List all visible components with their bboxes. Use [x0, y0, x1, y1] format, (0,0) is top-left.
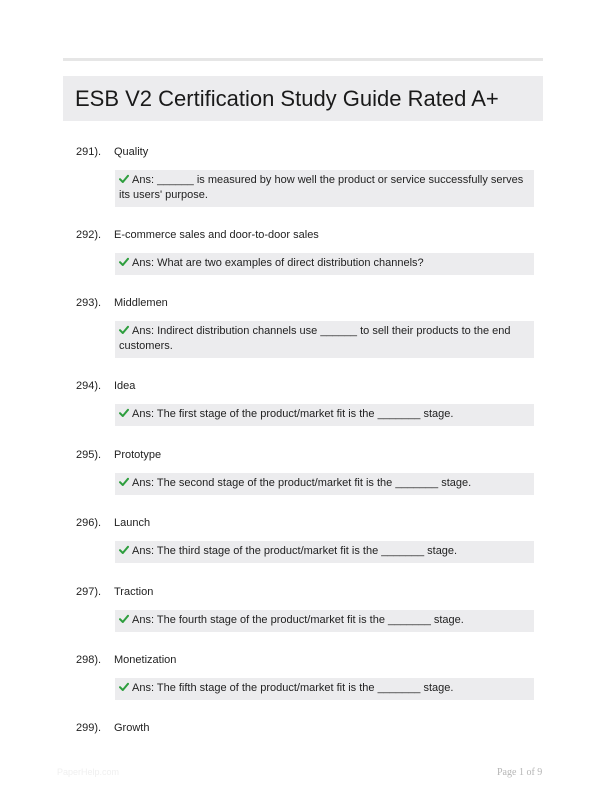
question-term: Monetization [114, 654, 177, 666]
footer-page-label: Page 1 of 9 [497, 767, 543, 778]
check-icon [119, 614, 129, 624]
question-number: 299). [76, 722, 102, 734]
answer-text: Ans: The fourth stage of the product/market fit is the _______ stage. [132, 614, 464, 626]
check-icon [119, 257, 129, 267]
question-number: 296). [76, 517, 102, 529]
answer-text: Ans: The second stage of the product/market fit is the _______ stage. [132, 477, 472, 489]
answer-box [115, 473, 534, 495]
question-term: Prototype [114, 449, 162, 461]
question-number: 298). [76, 654, 102, 666]
answer-box [115, 253, 534, 275]
question-term: Quality [114, 146, 149, 158]
question-term: Launch [114, 517, 151, 529]
check-icon [119, 682, 129, 692]
answer-box [115, 678, 534, 700]
title-bar [63, 76, 543, 121]
header-rule [63, 58, 543, 61]
check-icon [119, 477, 129, 487]
answer-text: Ans: What are two examples of direct distribution channels? [132, 257, 424, 269]
check-icon [119, 408, 129, 418]
answer-box [115, 321, 534, 358]
question-number: 295). [76, 449, 102, 461]
answer-box [115, 541, 534, 563]
check-icon [119, 545, 129, 555]
question-number: 293). [76, 297, 102, 309]
question-term: Idea [114, 380, 136, 392]
answer-text: Ans: The fifth stage of the product/market fit is the _______ stage. [132, 682, 454, 694]
question-number: 294). [76, 380, 102, 392]
check-icon [119, 325, 129, 335]
question-number: 297). [76, 586, 102, 598]
check-icon [119, 174, 129, 184]
question-term: E-commerce sales and door-to-door sales [114, 229, 319, 241]
answer-text: Ans: ______ is measured by how well the product or service successfully serves its users' purpose. [119, 174, 524, 201]
question-term: Growth [114, 722, 150, 734]
answer-text: Ans: The first stage of the product/market fit is the _______ stage. [132, 408, 454, 420]
question-term: Traction [114, 586, 154, 598]
answer-box [115, 170, 534, 207]
question-term: Middlemen [114, 297, 168, 309]
footer-watermark: PaperHelp.com [57, 767, 120, 777]
question-number: 292). [76, 229, 102, 241]
answer-box [115, 404, 534, 426]
answer-text: Ans: The third stage of the product/market fit is the _______ stage. [132, 545, 458, 557]
document-title: ESB V2 Certification Study Guide Rated A+ [75, 85, 499, 111]
answer-box [115, 610, 534, 632]
question-number: 291). [76, 146, 102, 158]
answer-text: Ans: Indirect distribution channels use ______ to sell their products to the end customers. [119, 325, 511, 352]
